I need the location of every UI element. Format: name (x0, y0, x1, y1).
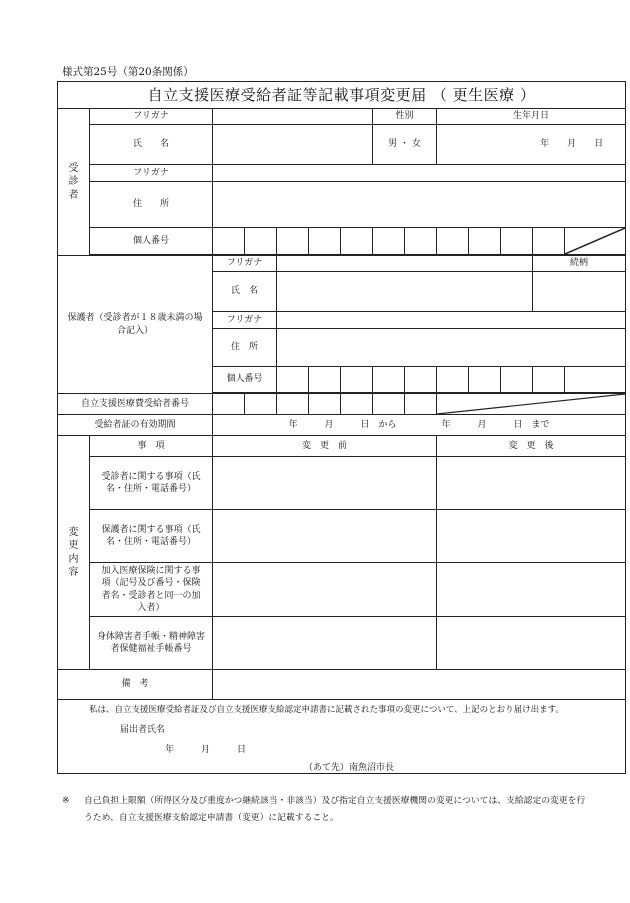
patient-section-label: 受 診 者 (58, 109, 90, 256)
declaration-block (58, 700, 626, 774)
sex-header: 性別 (373, 109, 437, 125)
guardian-personal-number-label: 個人番号 (213, 367, 277, 393)
change-before-guardian[interactable] (213, 510, 437, 563)
declaration-date[interactable]: 年 月 日 (165, 745, 247, 755)
remarks-label: 備 考 (58, 670, 213, 700)
guardian-number-digit-8[interactable] (501, 367, 533, 393)
change-after-guardian[interactable] (437, 510, 626, 563)
guardian-number-digit-9[interactable] (533, 367, 565, 393)
guardian-address-furigana-label: フリガナ (213, 312, 277, 329)
patient-number-digit-6[interactable] (373, 228, 405, 255)
patient-address-furigana-field[interactable] (213, 165, 626, 182)
change-after-insurance[interactable] (437, 563, 626, 617)
guardian-address-furigana-field[interactable] (277, 312, 626, 329)
guardian-section-label: 保護者（受診者が１８歳未満の場合記入） (58, 256, 213, 394)
sex-field[interactable]: 男 ・ 女 (373, 125, 437, 165)
patient-furigana-field[interactable] (213, 109, 373, 125)
relation-field[interactable] (533, 272, 626, 312)
col-header-before: 変 更 前 (213, 436, 437, 457)
patient-address-furigana-label: フリガナ (90, 165, 213, 182)
form-number: 様式第25号（第20条関係） (62, 66, 194, 78)
patient-address-label: 住 所 (90, 182, 213, 228)
guardian-number-digit-3[interactable] (341, 367, 373, 393)
guardian-furigana-label: フリガナ (213, 256, 277, 272)
patient-number-digit-10[interactable] (501, 228, 533, 255)
patient-number-digit-5[interactable] (341, 228, 373, 255)
guardian-address-label: 住 所 (213, 329, 277, 367)
recipient-number-label: 自立支援医療費受給者番号 (58, 394, 213, 415)
change-row-label-patient: 受診者に関する事項（氏名・住所・電話番号） (90, 457, 213, 510)
footnote (62, 793, 590, 826)
validity-label: 受給者証の有効期間 (58, 415, 213, 436)
recipient-number-digit-5[interactable] (341, 394, 373, 415)
guardian-name-label: 氏 名 (213, 272, 277, 312)
recipient-number-digit-7[interactable] (405, 394, 437, 415)
patient-name-field[interactable] (213, 125, 373, 165)
guardian-number-digit-1[interactable] (277, 367, 309, 393)
remarks-field[interactable] (213, 670, 626, 700)
recipient-number-digit-4[interactable] (309, 394, 341, 415)
patient-number-digit-12[interactable] (565, 228, 626, 255)
patient-number-digit-3[interactable] (277, 228, 309, 255)
change-after-patient[interactable] (437, 457, 626, 510)
change-notification-form (57, 81, 626, 774)
patient-number-digit-2[interactable] (245, 228, 277, 255)
birthdate-field[interactable]: 年 月 日 (437, 125, 626, 165)
change-row-label-handbook: 身体障害者手帳・精神障害者保健福祉手帳番号 (90, 617, 213, 670)
recipient-number-digit-6[interactable] (373, 394, 405, 415)
note-text: 自己負担上限額（所得区分及び重度かつ継続該当・非該当）及び指定自立支援医療機関の変更については、支給認定の変更を行うため、自立支援医療支給認定申請書（変更）に記載すること。 (84, 796, 586, 823)
declaration-statement: 私は、自立支援医療受給者証及び自立支援医療支給認定申請書に記載された事項の変更について、上記のとおり届け出ます。 (89, 705, 564, 715)
patient-number-digit-4[interactable] (309, 228, 341, 255)
change-before-handbook[interactable] (213, 617, 437, 670)
patient-personal-number-label: 個人番号 (90, 228, 213, 255)
recipient-number-digit-2[interactable] (245, 394, 277, 415)
diagonal-slash-icon (565, 228, 625, 254)
guardian-number-digit-10[interactable] (565, 367, 626, 393)
guardian-name-field[interactable] (277, 272, 533, 312)
change-before-insurance[interactable] (213, 563, 437, 617)
recipient-number-unused (437, 394, 626, 415)
patient-number-digit-9[interactable] (469, 228, 501, 255)
col-header-after: 変 更 後 (437, 436, 626, 457)
guardian-number-digit-7[interactable] (469, 367, 501, 393)
change-row-label-guardian: 保護者に関する事項（氏名・住所・電話番号） (90, 510, 213, 563)
guardian-furigana-field[interactable] (277, 256, 533, 272)
note-mark: ※ (62, 796, 70, 806)
guardian-number-digit-5[interactable] (405, 367, 437, 393)
relation-header: 続柄 (533, 256, 626, 272)
changes-section-label: 変 更 内 容 (58, 436, 90, 670)
diagonal-slash-icon (437, 394, 625, 414)
patient-number-digit-11[interactable] (533, 228, 565, 255)
patient-name-label: 氏 名 (90, 125, 213, 165)
recipient-number-digit-1[interactable] (213, 394, 245, 415)
addressee: （あて先）南魚沼市長 (304, 763, 395, 773)
form-title: 自立支援医療受給者証等記載事項変更届 （ 更生医療 ） (58, 82, 626, 109)
patient-number-digit-7[interactable] (405, 228, 437, 255)
guardian-number-digit-4[interactable] (373, 367, 405, 393)
change-before-patient[interactable] (213, 457, 437, 510)
guardian-address-field[interactable] (277, 329, 626, 367)
birthdate-header: 生年月日 (437, 109, 626, 125)
change-row-label-insurance: 加入医療保険に関する事項（記号及び番号・保険者名・受診者と同一の加入者） (90, 563, 213, 617)
col-header-item: 事 項 (90, 436, 213, 457)
validity-field[interactable]: 年 月 日 から 年 月 日 まで (213, 415, 626, 436)
patient-number-digit-1[interactable] (213, 228, 245, 255)
guardian-number-digit-2[interactable] (309, 367, 341, 393)
patient-address-field[interactable] (213, 182, 626, 228)
applicant-name-label: 届出者氏名 (120, 725, 166, 735)
recipient-number-digit-3[interactable] (277, 394, 309, 415)
change-after-handbook[interactable] (437, 617, 626, 670)
patient-furigana-label: フリガナ (90, 109, 213, 125)
patient-number-digit-8[interactable] (437, 228, 469, 255)
guardian-number-digit-6[interactable] (437, 367, 469, 393)
